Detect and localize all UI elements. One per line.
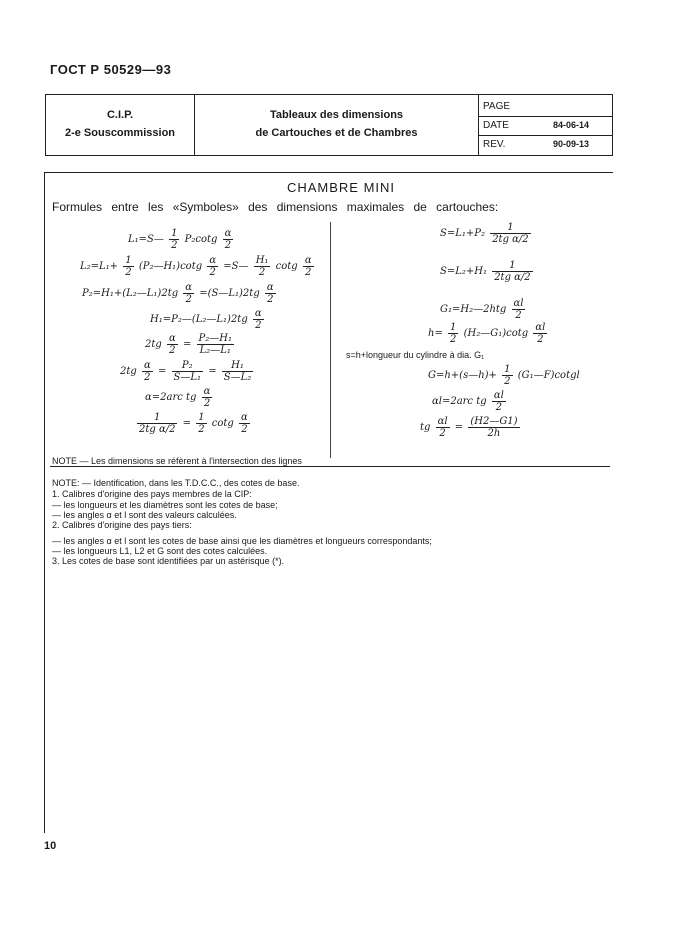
header-middle-cell: [195, 95, 479, 155]
formula-g1: G₁=H₂—2htg $\frac{\alpha l}{2}$: [440, 298, 524, 321]
header-subcommission: 2-e Souscommission: [64, 127, 176, 139]
date-label: DATE: [483, 120, 509, 131]
note-intersection: NOTE — Les dimensions se réfèrent à l'intersection des lignes: [52, 456, 302, 466]
formula-alpha: α=2arc tg $\frac{\alpha}{2}$: [145, 386, 211, 409]
formula-s1: S=L₁+P₂ $\frac{1}{\text{2tg α/2}}$: [440, 222, 529, 245]
header-title-line2: de Cartouches et de Chambres: [255, 127, 418, 139]
formula-cotg: $\frac{1}{\text{2tg α/2}}$ = $\frac{1}{2}$ cotg $\frac{\alpha}{2}$: [139, 412, 248, 435]
note-line: — les longueurs L1, L2 et G sont des cotes calculées.: [52, 546, 268, 556]
formula-2tg-a: 2tg $\frac{\alpha}{2}$ = $\frac{\text{P₂—H₁}}{\text{L₂—L₁}}$: [145, 333, 232, 356]
formula-s2: S=L₂+H₁ $\frac{1}{\text{2tg α/2}}$: [440, 260, 531, 283]
header-left-cell: [46, 95, 195, 155]
formula-h1: H₁=P₂—(L₂—L₁)2tg $\frac{\alpha}{2}$: [150, 308, 262, 331]
column-divider: [330, 222, 331, 458]
date-value: 84-06-14: [553, 120, 590, 130]
note-line: — les longueurs et les diamètres sont les cotes de base;: [52, 500, 278, 510]
formula-tg: tg $\frac{\alpha l}{2}$ = $\frac{(H2—G1)}{2h}$: [420, 416, 518, 439]
standard-number: ГОСТ Р 50529—93: [50, 62, 172, 77]
intro-text: Formules entre les «Symboles» des dimensions maximales de cartouches:: [52, 200, 499, 214]
note-line: — les angles α et l sont les cotes de base ainsi que les diamètres et longueurs correspondants;: [52, 536, 432, 546]
formula-g: G=h+(s—h)+ $\frac{1}{2}$ (G₁—F)cotgl: [428, 364, 580, 387]
header-title-line1: Tableaux des dimensions: [269, 109, 404, 121]
formula-l2: L₂=L₁+ $\frac{1}{2}$ (P₂—H₁)cotg $\frac{\alpha}{2}$ =S— $\frac{\text{H₁}}{2}$ cotg $\frac{\alpha}{2}$: [80, 255, 312, 278]
page-label: PAGE: [483, 101, 511, 112]
formula-s-length: s=h+longueur du cylindre à dia. G₁: [346, 350, 485, 360]
note-line: — les angles α et l sont des valeurs calculées.: [52, 510, 237, 520]
formula-p2: P₂=H₁+(L₂—L₁)2tg $\frac{\alpha}{2}$ =(S—L₁)2tg $\frac{\alpha}{2}$: [82, 282, 274, 305]
section-title: CHAMBRE MINI: [286, 180, 396, 195]
formula-h: h= $\frac{1}{2}$ (H₂—G₁)cotg $\frac{\alpha l}{2}$: [428, 322, 546, 345]
page-row: [479, 97, 612, 117]
rev-value: 90-09-13: [553, 139, 590, 149]
note-line: NOTE: — Identification, dans les T.D.C.C., des cotes de base.: [52, 478, 300, 488]
formula-alpha-l: αl=2arc tg $\frac{\alpha l}{2}$: [432, 390, 504, 413]
rev-row: [479, 135, 612, 154]
formula-l1: L₁=S— $\frac{1}{2}$ P₂cotg $\frac{\alpha}{2}$: [128, 228, 232, 251]
note-line: 2. Calibres d'origine des pays tiers:: [52, 520, 192, 530]
rev-label: REV.: [483, 139, 506, 150]
date-row: [479, 116, 612, 136]
note-line: 3. Les cotes de base sont identifiées par un astérisque (*).: [52, 556, 285, 566]
note-divider: [50, 466, 610, 467]
header-table: [45, 94, 613, 156]
header-org: C.I.P.: [106, 109, 134, 121]
page-number: 10: [44, 840, 57, 852]
note-line: 1. Calibres d'origine des pays membres de la CIP:: [52, 489, 252, 499]
formula-2tg-b: 2tg $\frac{\alpha}{2}$ = $\frac{\text{P₂}}{\text{S—L₁}}$ = $\frac{\text{H₁}}{\text{S—L₂}}$: [120, 360, 252, 383]
header-right-cell: [479, 95, 612, 155]
